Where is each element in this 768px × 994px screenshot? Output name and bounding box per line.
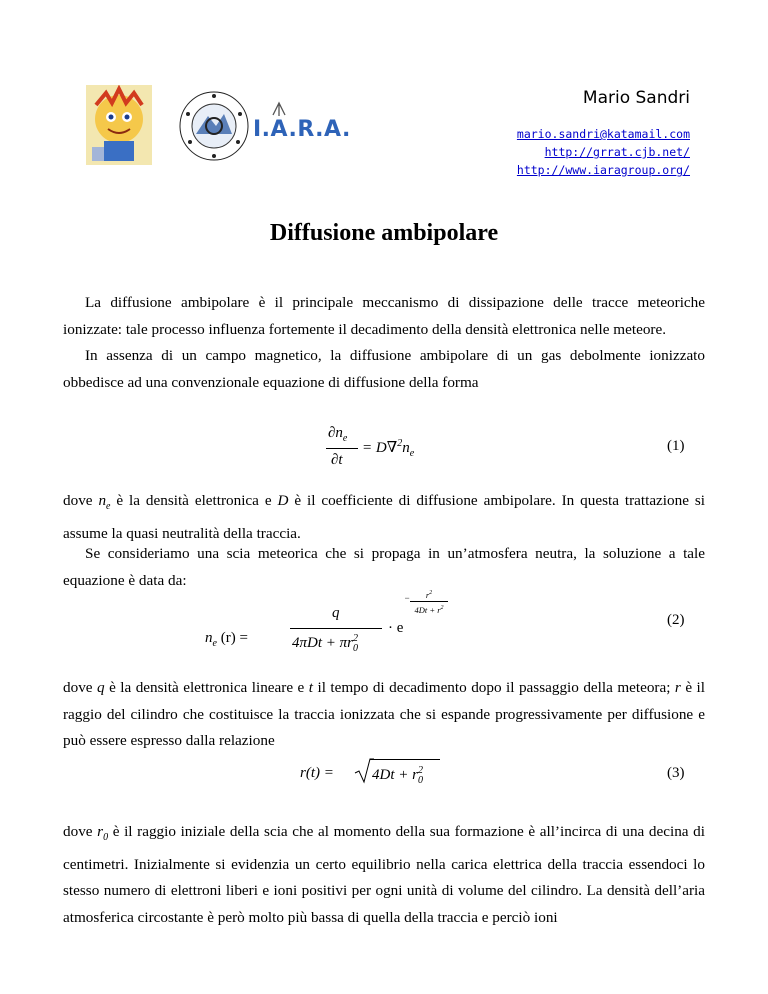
iara-logo-text: I.A.R.A. [253, 117, 351, 142]
page-title: Diffusione ambipolare [269, 220, 499, 246]
header-links [517, 125, 690, 179]
author-name: Mario Sandri [582, 88, 690, 108]
paragraph-5: dove q è la densità elettronica lineare e t il tempo di decadimento dopo il passaggio della meteora; r è il raggio del cilindro che costituisce la traccia ionizzata che si espande progressivamente per diffusione e può essere espresso dalla relazione [63, 679, 705, 749]
paragraph-1: La diffusione ambipolare è il principale meccanismo di dissipazione delle tracce meteoriche ionizzate: tale processo influenza fortemente il decadimento della densità elettronica nelle meteore. [63, 294, 705, 338]
paragraph-6: dove $r_0$ è il raggio iniziale della scia che al momento della sua formazione è all’incirca di una decina di centimetri. Inizialmente si evidenzia un certo equilibrio nella carica elettrica della traccia essendoci lo stesso numero di elettroni liberi e ioni positivi per ogni unità di volume del cilindro. La densità dell’aria atmosferica circostante è però molto più bassa di quella della traccia e perciò ioni [63, 823, 705, 926]
mascot-logo [86, 85, 152, 165]
grrat-link[interactable]: http://grrat.cjb.net/ [544, 145, 690, 159]
equation-3-number: (3) [667, 765, 685, 781]
paragraph-4: Se consideriamo una scia meteorica che si propaga in un’atmosfera neutra, la soluzione a tale equazione è data da: [63, 545, 705, 589]
paragraph-3: dove $n_e$ è la densità elettronica e D è il coefficiente di diffusione ambipolare. In questa trattazione si assume la quasi neutralità della traccia. [63, 492, 705, 542]
equation-1-number: (1) [667, 438, 685, 454]
paragraph-2: In assenza di un campo magnetico, la diffusione ambipolare di un gas debolmente ionizzato obbedisce ad una convenzionale equazione di diffusione della forma [63, 347, 705, 391]
club-seal [178, 90, 250, 162]
equation-2-number: (2) [667, 612, 685, 628]
antenna-icon [270, 100, 288, 118]
iaragroup-link[interactable]: http://www.iaragroup.org/ [516, 163, 690, 177]
email-link[interactable]: mario.sandri@katamail.com [516, 127, 690, 141]
